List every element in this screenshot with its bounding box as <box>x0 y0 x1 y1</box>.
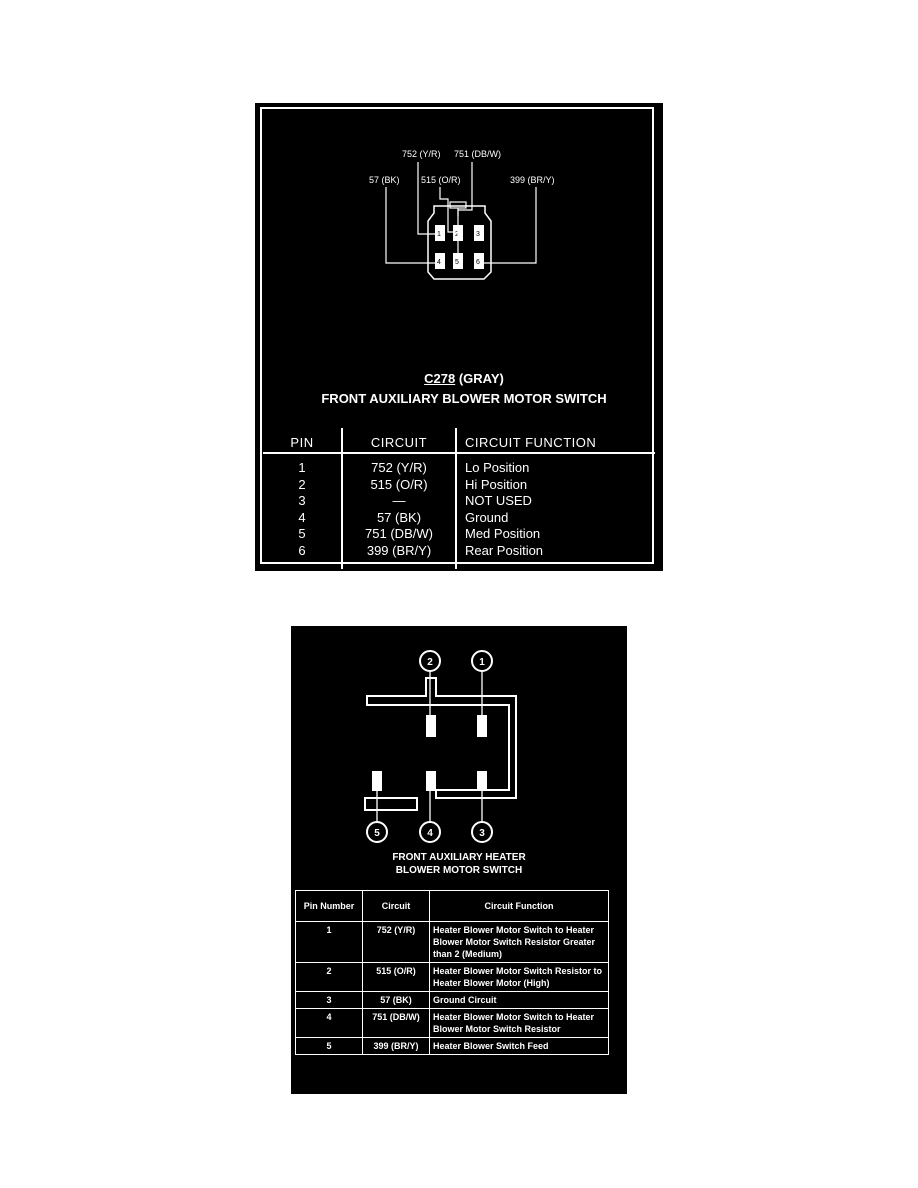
function-cell: Ground <box>456 510 655 527</box>
pin-number-6: 6 <box>476 259 480 266</box>
pin-number-5: 5 <box>455 259 459 266</box>
callout-number-2: 2 <box>427 657 433 668</box>
function-cell: NOT USED <box>456 493 655 510</box>
table-header-row <box>263 428 655 453</box>
pin-number-4: 4 <box>437 259 441 266</box>
circuit-cell: 752 (Y/R) <box>363 922 430 963</box>
connector-latch <box>450 202 466 208</box>
circuit-cell: 515 (O/R) <box>342 477 456 494</box>
pin-cell: 4 <box>296 1009 363 1038</box>
callout-number-4: 4 <box>427 828 433 839</box>
table-row <box>263 477 655 494</box>
circuit-cell: 399 (BR/Y) <box>363 1038 430 1055</box>
switch-terminal-diagram <box>291 626 627 856</box>
c278-connector-panel <box>255 103 663 571</box>
connector-pinout-diagram <box>262 109 656 359</box>
function-cell: Rear Position <box>456 543 655 570</box>
circuit-cell: — <box>342 493 456 510</box>
circuit-cell: 752 (Y/R) <box>342 453 456 477</box>
header-circuit: CIRCUIT <box>342 428 456 453</box>
pin-cell: 5 <box>298 526 306 541</box>
leader-399 <box>484 187 536 263</box>
function-cell: Hi Position <box>456 477 655 494</box>
table-row <box>296 1038 609 1055</box>
connector-id-line <box>262 371 666 386</box>
circuit-cell: 57 (BK) <box>342 510 456 527</box>
wire-label-515: 515 (O/R) <box>421 175 461 185</box>
function-cell: Heater Blower Motor Switch to Heater Blower Motor Switch Resistor Greater than 2 (Medium) <box>430 922 609 963</box>
wire-label-751: 751 (DB/W) <box>454 149 502 159</box>
panel1-title: FRONT AUXILIARY BLOWER MOTOR SWITCH <box>321 391 607 406</box>
connector-id: C278 <box>424 371 456 386</box>
pin-cell: 1 <box>298 460 306 475</box>
table-row <box>263 526 655 543</box>
table-row <box>296 963 609 992</box>
function-cell: Heater Blower Motor Switch Resistor to Heater Blower Motor (High) <box>430 963 609 992</box>
pin-cell: 1 <box>296 922 363 963</box>
callout-number-1: 1 <box>479 657 485 668</box>
pin-number-table <box>295 890 609 1055</box>
header-circuit-function: CIRCUIT FUNCTION <box>456 428 655 453</box>
wire-label-752: 752 (Y/R) <box>402 149 441 159</box>
leader-752 <box>418 162 435 234</box>
callout-number-3: 3 <box>479 828 485 839</box>
wire-label-57: 57 (BK) <box>369 175 400 185</box>
table-row <box>263 543 655 570</box>
terminal-2 <box>426 715 436 737</box>
panel2-title-line1: FRONT AUXILIARY HEATER <box>392 852 526 863</box>
pin-cell: 3 <box>298 493 306 508</box>
switch-housing-top <box>367 678 516 798</box>
circuit-cell: 515 (O/R) <box>363 963 430 992</box>
switch-housing-bottom-left <box>365 798 417 810</box>
table-row <box>296 1009 609 1038</box>
function-cell: Heater Blower Motor Switch to Heater Blower Motor Switch Resistor <box>430 1009 609 1038</box>
table-row <box>263 510 655 527</box>
pin-number-2: 2 <box>455 231 459 238</box>
terminal-4 <box>426 771 436 791</box>
circuit-cell: 751 (DB/W) <box>363 1009 430 1038</box>
callout-number-5: 5 <box>374 828 380 839</box>
header-pin-number: Pin Number <box>296 891 363 922</box>
pin-cell: 6 <box>298 542 306 558</box>
terminal-3 <box>477 771 487 791</box>
wire-label-399: 399 (BR/Y) <box>510 175 555 185</box>
circuit-cell: 57 (BK) <box>363 992 430 1009</box>
panel2-title-line2: BLOWER MOTOR SWITCH <box>395 865 523 876</box>
pin-cell: 5 <box>296 1038 363 1055</box>
pin-cell: 2 <box>298 476 306 492</box>
table-row <box>296 992 609 1009</box>
terminal-5 <box>372 771 382 791</box>
connector-color: (GRAY) <box>458 371 504 386</box>
pin-number-3: 3 <box>476 231 480 238</box>
pin-cell: 2 <box>296 963 363 992</box>
pin-cell: 3 <box>296 992 363 1009</box>
heater-switch-panel <box>291 626 627 1094</box>
table-row <box>263 493 655 510</box>
header-circuit: Circuit <box>363 891 430 922</box>
table-row <box>263 453 655 477</box>
table-header-row <box>296 891 609 922</box>
header-pin: PIN <box>263 428 342 453</box>
function-cell: Med Position <box>456 526 655 543</box>
pin-number-1: 1 <box>437 231 441 238</box>
pin-cell: 4 <box>298 509 306 525</box>
table-row <box>296 922 609 963</box>
terminal-1 <box>477 715 487 737</box>
function-cell: Lo Position <box>456 453 655 477</box>
function-cell: Ground Circuit <box>430 992 609 1009</box>
pin-circuit-table <box>263 428 655 569</box>
function-cell: Heater Blower Switch Feed <box>430 1038 609 1055</box>
circuit-cell: 751 (DB/W) <box>342 526 456 543</box>
circuit-cell: 399 (BR/Y) <box>342 543 456 570</box>
header-circuit-function: Circuit Function <box>430 891 609 922</box>
